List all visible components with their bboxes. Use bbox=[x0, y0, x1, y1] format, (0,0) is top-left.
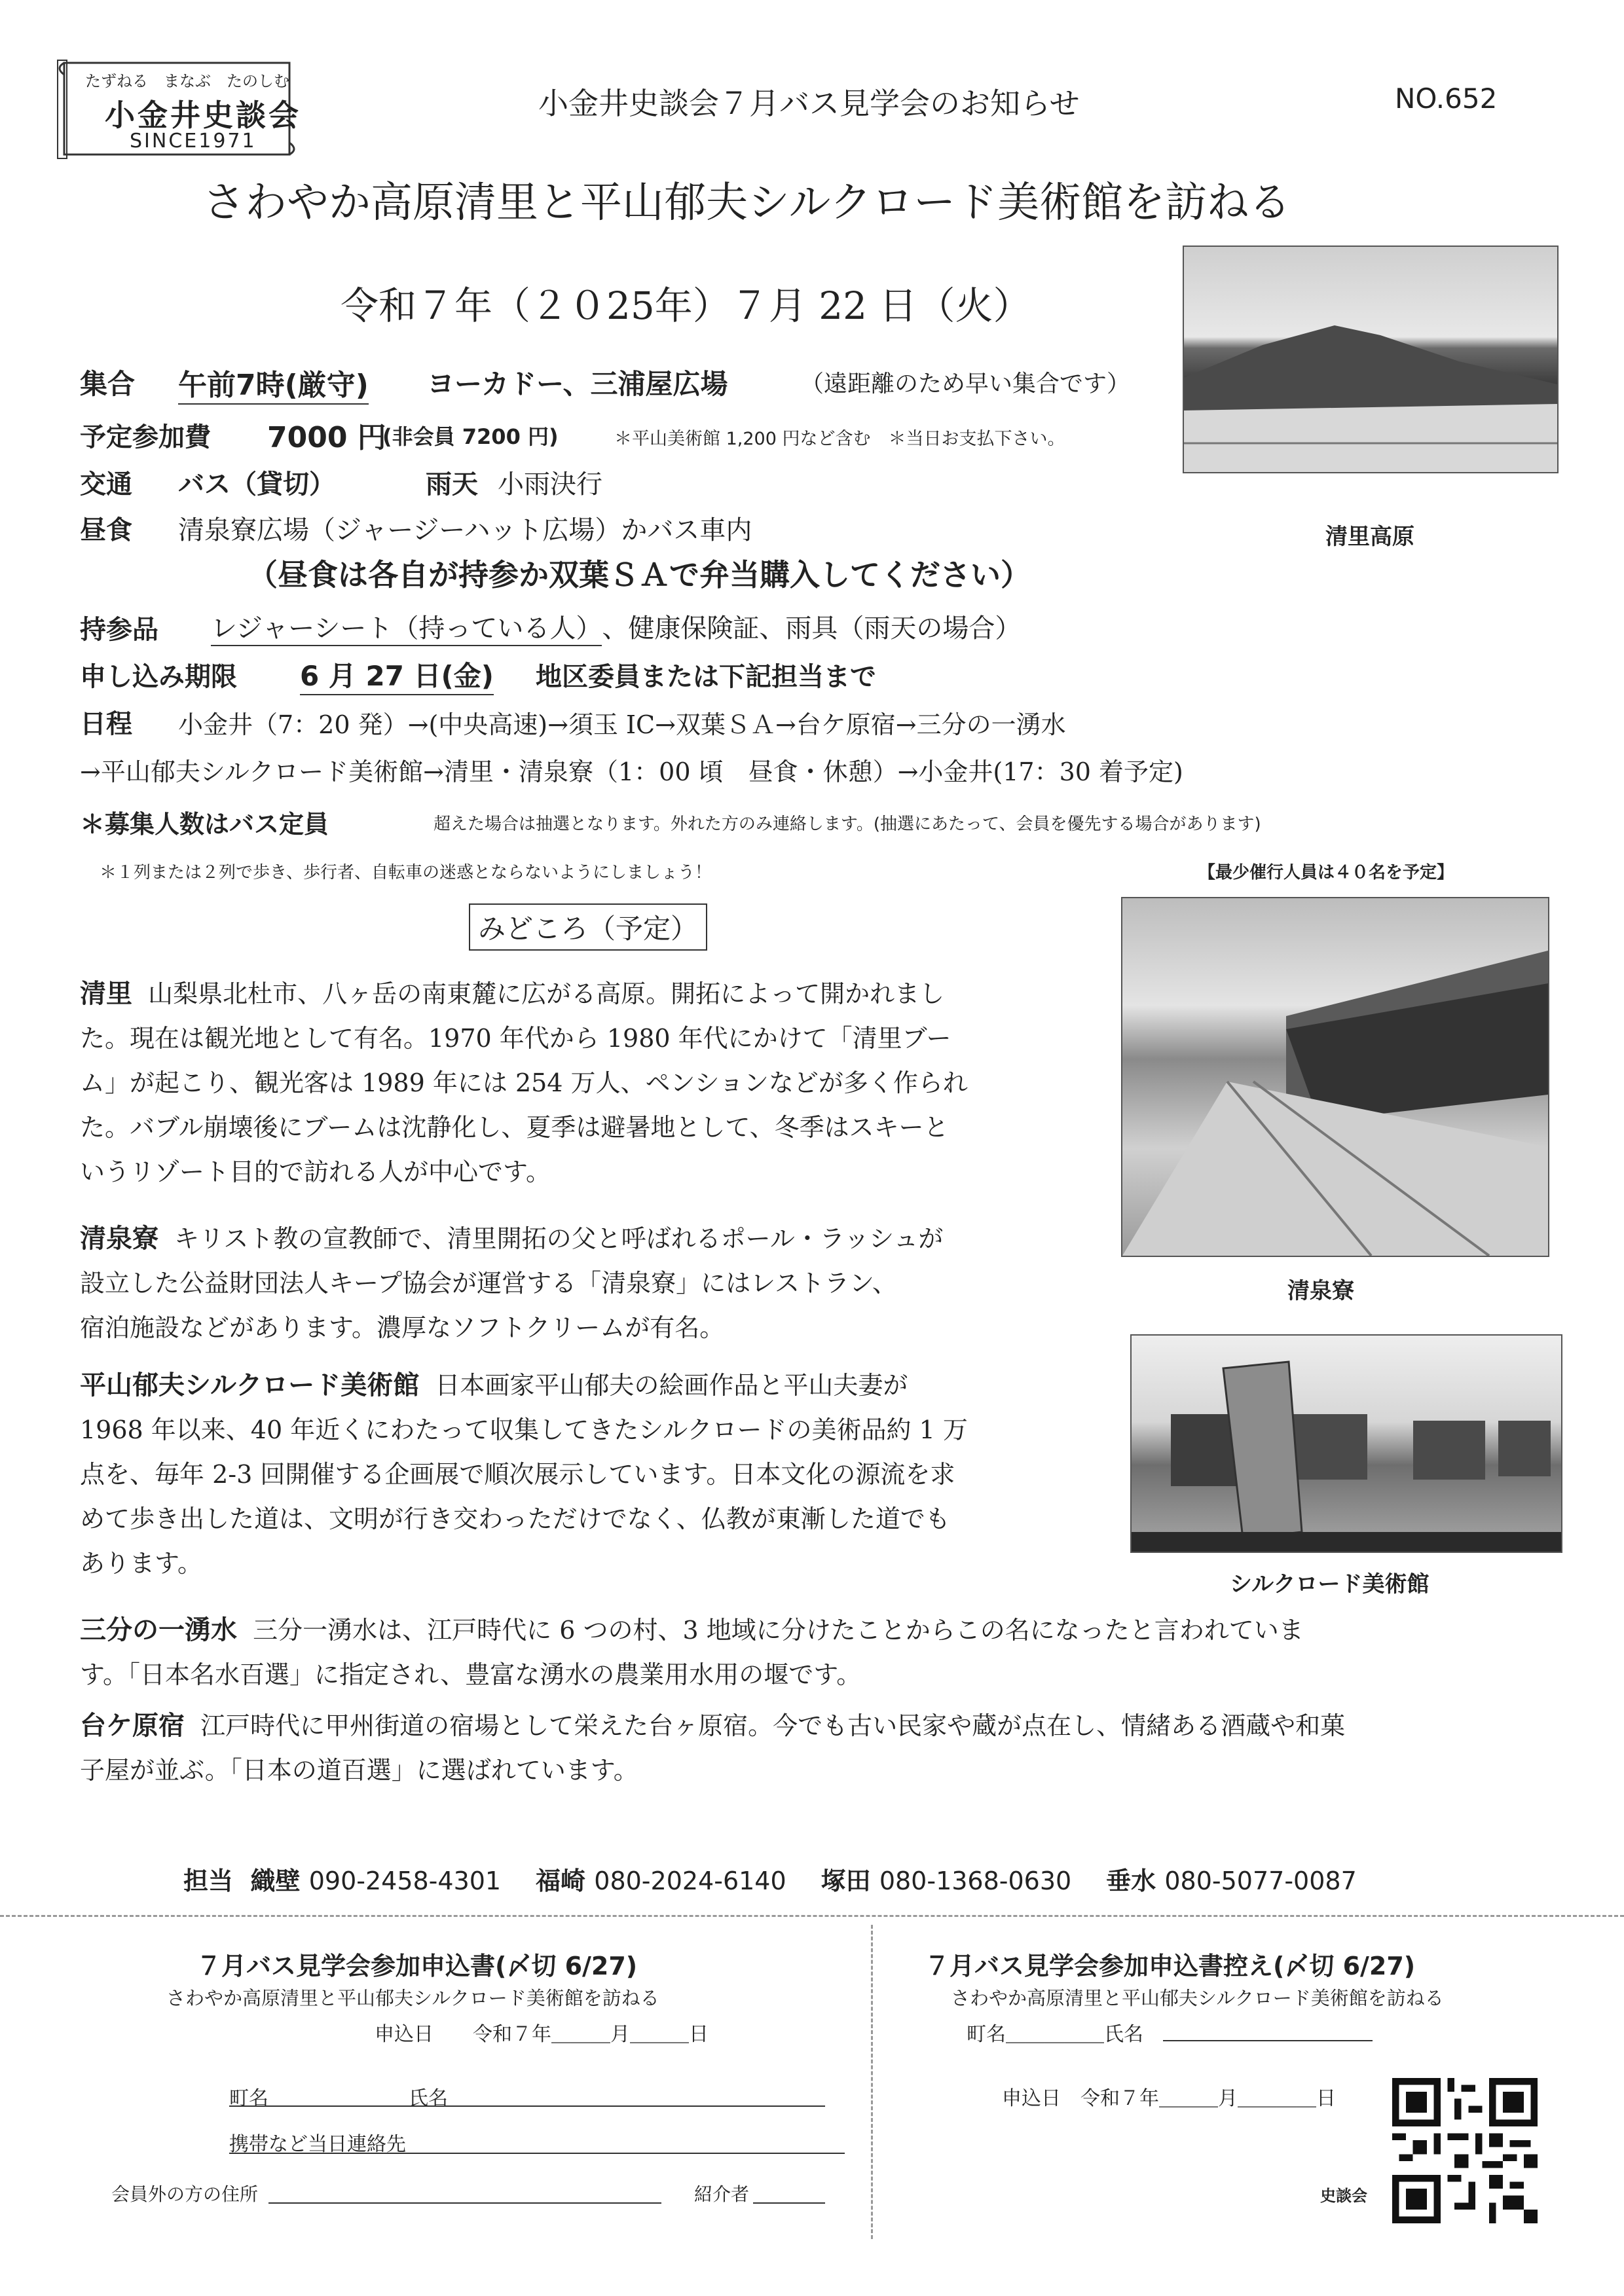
form-right-name-field[interactable] bbox=[1163, 2040, 1373, 2041]
section-seisenryo-title: 清泉寮 bbox=[80, 1224, 158, 1254]
form-left-town-label: 町名 bbox=[229, 2087, 268, 2110]
bring-items bbox=[211, 608, 1021, 646]
contact-name-1: 織壁 bbox=[250, 1867, 301, 1895]
walk-note: ＊１列または２列で歩き、歩行者、自転車の迷惑とならないようにしましょう！ bbox=[100, 863, 712, 883]
page-title: さわやか高原清里と平山郁夫シルクロード美術館を訪ねる bbox=[203, 179, 1291, 227]
photo-kiyosato-highland bbox=[1183, 246, 1559, 473]
form-right-date: 申込日 令和７年＿＿＿月＿＿＿＿日 bbox=[1002, 2087, 1336, 2110]
section-kiyosato bbox=[80, 972, 1101, 1194]
label-transport: 交通 bbox=[80, 469, 132, 500]
deadline-note: 地区委員または下記担当まで bbox=[536, 662, 876, 692]
society-logo bbox=[52, 56, 301, 168]
form-divider-top bbox=[0, 1915, 1624, 1917]
assembly-time-text: 午前7時(厳守) bbox=[178, 361, 369, 405]
issue-number: NO.652 bbox=[1395, 82, 1498, 115]
label-schedule: 日程 bbox=[80, 709, 132, 739]
section-museum bbox=[80, 1363, 1128, 1586]
capacity-label: ＊募集人数はバス定員 bbox=[80, 810, 329, 839]
label-assembly: 集合 bbox=[80, 368, 136, 400]
form-left-phone-label: 携帯など当日連絡先 bbox=[229, 2133, 406, 2156]
section-spring bbox=[80, 1608, 1560, 1697]
form-right-subtitle: さわやか高原清里と平山郁夫シルクロード美術館を訪ねる bbox=[951, 1987, 1444, 2009]
section-daigahara-title: 台ケ原宿 bbox=[80, 1711, 185, 1741]
seisenryo-line-3: 宿泊施設などがあります。濃厚なソフトクリームが有名。 bbox=[80, 1313, 725, 1342]
label-fee: 予定参加費 bbox=[80, 422, 211, 452]
event-date: 令和７年（２０25年）７月 22 日（火） bbox=[341, 283, 1031, 328]
form-right-society: 史談会 bbox=[1320, 2187, 1367, 2205]
caption-museum: シルクロード美術館 bbox=[1230, 1571, 1430, 1597]
assembly-place: ヨーカドー、三浦屋広場 bbox=[427, 368, 728, 400]
form-divider-vertical bbox=[871, 1925, 873, 2239]
assembly-note: （遠距離のため早い集合です） bbox=[800, 371, 1131, 397]
label-deadline: 申し込み期限 bbox=[80, 662, 237, 692]
section-seisenryo bbox=[80, 1216, 1101, 1350]
min-people-note: 【最少催行人員は４０名を予定】 bbox=[1198, 863, 1454, 883]
form-left-title: ７月バス見学会参加申込書(〆切 6/27) bbox=[196, 1952, 638, 1980]
contact-name-2: 福崎 bbox=[536, 1867, 586, 1895]
form-left-name-field[interactable] bbox=[229, 2105, 825, 2107]
section-kiyosato-title: 清里 bbox=[80, 979, 132, 1009]
logo-tagline: たずねる まなぶ たのしむ bbox=[85, 72, 289, 90]
contact-tel-2: 080-2024-6140 bbox=[594, 1867, 786, 1895]
seisenryo-line-1: キリスト教の宣教師で、清里開拓の父と呼ばれるポール・ラッシュが bbox=[174, 1224, 944, 1253]
lunch-note: （昼食は各自が持参か双葉ＳＡで弁当購入してください） bbox=[248, 557, 1031, 592]
rain-value: 小雨決行 bbox=[498, 469, 602, 500]
form-left-address-field[interactable] bbox=[268, 2202, 661, 2204]
form-left-name-label: 氏名 bbox=[409, 2087, 448, 2110]
contact-name-4: 垂水 bbox=[1106, 1867, 1156, 1895]
seisenryo-line-2: 設立した公益財団法人キープ協会が運営する「清泉寮」にはレストラン、 bbox=[80, 1269, 897, 1298]
notice-header: 小金井史談会７月バス見学会のお知らせ bbox=[538, 86, 1080, 121]
contacts-label: 担当 bbox=[183, 1867, 234, 1895]
form-right-title: ７月バス見学会参加申込書控え(〆切 6/27) bbox=[925, 1952, 1416, 1980]
highlights-title: みどころ（予定） bbox=[469, 903, 707, 951]
label-lunch: 昼食 bbox=[80, 515, 132, 545]
kiyosato-line-4: た。バブル崩壊後にブームは沈静化し、夏季は避暑地として、冬季はスキーと bbox=[80, 1113, 949, 1142]
daigahara-line-1: 江戸時代に甲州街道の宿場として栄えた台ヶ原宿。今でも古い民家や蔵が点在し、情緒ある酒蔵や和菓 bbox=[200, 1711, 1346, 1740]
contact-name-3: 塚田 bbox=[821, 1867, 871, 1895]
photo-silkroad-museum bbox=[1130, 1334, 1562, 1553]
form-left-date: 申込日 令和７年＿＿＿月＿＿＿日 bbox=[375, 2023, 709, 2046]
museum-line-5: あります。 bbox=[80, 1549, 202, 1578]
form-right-town-name: 町名＿＿＿＿＿氏名 bbox=[967, 2023, 1143, 2046]
deadline-date bbox=[300, 655, 494, 695]
transport-value: バス（貸切） bbox=[178, 469, 335, 500]
contact-tel-4: 080-5077-0087 bbox=[1164, 1867, 1357, 1895]
form-left-address-label: 会員外の方の住所 bbox=[111, 2183, 259, 2205]
schedule-line-2: →平山郁夫シルクロード美術館→清里・清泉寮（1：00 頃 昼食・休憩）→小金井(17：30 着予定) bbox=[80, 757, 1183, 786]
logo-since: SINCE1971 bbox=[130, 130, 257, 153]
museum-line-2: 1968 年以来、40 年近くにわたって収集してきたシルクロードの美術品約 1 万 bbox=[80, 1415, 968, 1444]
fee-amount: 7000 円 bbox=[267, 421, 386, 454]
fee-note: ＊平山美術館 1,200 円など含む ＊当日お支払下さい。 bbox=[614, 429, 1065, 449]
section-spring-title: 三分の一湧水 bbox=[80, 1615, 237, 1645]
qr-code-icon bbox=[1392, 2078, 1538, 2223]
spring-line-2: す。「日本名水百選」に指定され、豊富な湧水の農業用水用の堰です。 bbox=[80, 1660, 862, 1689]
museum-line-1: 日本画家平山郁夫の絵画作品と平山夫妻が bbox=[435, 1371, 908, 1400]
capacity-note: 超えた場合は抽選となります。外れた方のみ連絡します。(抽選にあたって、会員を優先する場合があります) bbox=[434, 814, 1261, 834]
section-daigahara bbox=[80, 1704, 1573, 1793]
assembly-time bbox=[178, 361, 369, 405]
daigahara-line-2: 子屋が並ぶ。「日本の道百選」に選ばれています。 bbox=[80, 1756, 638, 1785]
photo-seisenryo bbox=[1121, 897, 1549, 1257]
fee-nonmember: (非会員 7200 円) bbox=[382, 424, 559, 449]
contacts-row bbox=[183, 1861, 1357, 1897]
mountain-image bbox=[1184, 247, 1557, 472]
section-museum-title: 平山郁夫シルクロード美術館 bbox=[80, 1370, 420, 1400]
form-left-subtitle: さわやか高原清里と平山郁夫シルクロード美術館を訪ねる bbox=[166, 1987, 659, 2009]
kiyosato-line-3: ム」が起こり、観光客は 1989 年には 254 万人、ペンションなどが多く作られ bbox=[80, 1068, 968, 1097]
caption-kiyosato: 清里高原 bbox=[1325, 524, 1414, 550]
label-bring: 持参品 bbox=[80, 615, 158, 645]
schedule-line-1: 小金井（7：20 発）→(中央高速)→須玉 IC→双葉ＳＡ→台ケ原宿→三分の一湧水 bbox=[178, 710, 1066, 739]
lunch-value: 清泉寮広場（ジャージーハット広場）かバス車内 bbox=[178, 515, 752, 545]
museum-line-4: めて歩き出した道は、文明が行き交わっただけでなく、仏教が東漸した道でも bbox=[80, 1504, 950, 1533]
bring-rest: 、健康保険証、雨具（雨天の場合） bbox=[602, 613, 1022, 644]
label-rain: 雨天 bbox=[426, 469, 478, 500]
kiyosato-line-2: た。現在は観光地として有名。1970 年代から 1980 年代にかけて「清里ブー bbox=[80, 1024, 951, 1053]
contact-tel-3: 080-1368-0630 bbox=[879, 1867, 1072, 1895]
form-left-introducer-label: 紹介者 bbox=[694, 2183, 750, 2205]
museum-line-3: 点を、毎年 2-3 回開催する企画展で順次展示しています。日本文化の源流を求 bbox=[80, 1460, 955, 1489]
caption-seisenryo: 清泉寮 bbox=[1287, 1278, 1354, 1304]
form-left-introducer-field[interactable] bbox=[753, 2202, 825, 2204]
kiyosato-line-5: いうリゾート目的で訪れる人が中心です。 bbox=[80, 1157, 551, 1186]
bring-sheet: レジャーシート（持っている人） bbox=[211, 608, 602, 646]
logo-name: 小金井史談会 bbox=[105, 98, 301, 133]
terrace-image bbox=[1122, 898, 1548, 1256]
contact-tel-1: 090-2458-4301 bbox=[308, 1867, 502, 1895]
gallery-image bbox=[1132, 1336, 1561, 1552]
kiyosato-line-1: 山梨県北杜市、八ヶ岳の南東麓に広がる高原。開拓によって開かれまし bbox=[148, 979, 945, 1008]
spring-line-1: 三分一湧水は、江戸時代に 6 つの村、3 地域に分けたことからこの名になったと言われていま bbox=[253, 1616, 1304, 1645]
form-left-phone-field[interactable] bbox=[229, 2153, 845, 2154]
deadline-date-text: 6 月 27 日(金) bbox=[300, 655, 494, 695]
